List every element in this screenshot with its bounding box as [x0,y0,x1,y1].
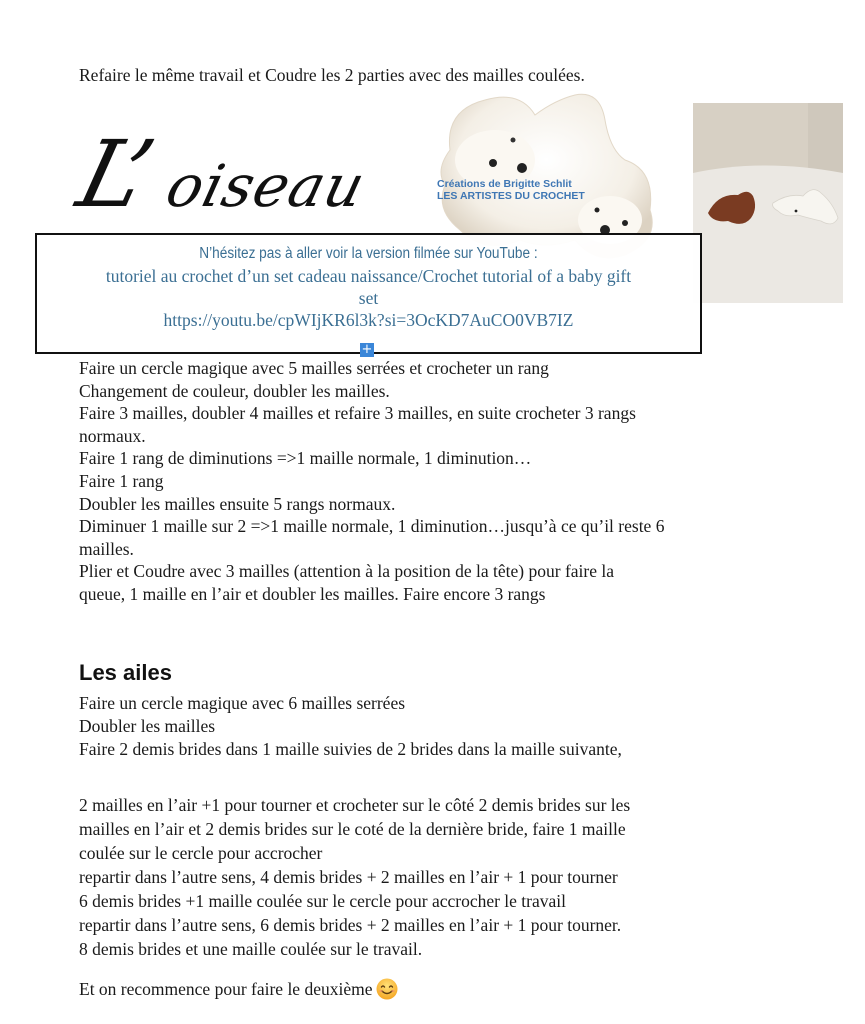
plus-icon[interactable]: + [361,342,373,357]
step: queue, 1 maille en l’air et doubler les mailles. Faire encore 3 rangs [79,583,546,604]
watermark-line2: LES ARTISTES DU CROCHET [437,190,585,202]
step: 8 demis brides et une maille coulée sur le travail. [79,939,423,959]
step: repartir dans l’autre sens, 4 demis brides + 2 mailles en l’air + 1 pour tourner [79,867,618,887]
step: Faire 2 demis brides dans 1 maille suivies de 2 brides dans la maille suivante, [79,739,622,759]
wings-steps-a [79,692,622,761]
page-title [65,120,380,241]
closing-text: Et on recommence pour faire le deuxième [79,979,373,999]
youtube-link[interactable]: https://youtu.be/cpWIjKR6l3k?si=3OcKD7AuCO0VB7IZ [163,310,574,330]
info-box-heading: N’hésitez pas à aller voir la version filmée sur YouTube : [199,245,538,262]
step: 6 demis brides +1 maille coulée sur le cercle pour accrocher le travail [79,891,567,911]
step: Plier et Coudre avec 3 mailles (attention à la position de la tête) pour faire la [79,561,615,582]
step: Faire 3 mailles, doubler 4 mailles et refaire 3 mailles, en suite crocheter 3 rangs [79,403,636,424]
step: Faire un cercle magique avec 6 mailles serrées [79,693,406,713]
info-box-tutorial-title: tutoriel au crochet d’un set cadeau naissance/Crochet tutorial of a baby gift [105,266,632,286]
step: repartir dans l’autre sens, 6 demis brides + 2 mailles en l’air + 1 pour tourner. [79,915,622,935]
youtube-info-box [35,233,702,354]
step: 2 mailles en l’air +1 pour tourner et crocheter sur le côté 2 demis brides sur les [79,795,631,815]
step: Doubler les mailles [79,716,216,736]
step: mailles. [79,538,134,559]
watermark [437,178,585,202]
smiling-face-icon [376,978,398,1000]
closing-line [79,978,398,1000]
step: Faire 1 rang [79,470,164,491]
wings-steps-b [79,793,630,961]
step: Doubler les mailles ensuite 5 rangs normaux. [79,493,396,514]
birds-photo [693,103,843,303]
title-initial: L’ [68,121,166,228]
step: coulée sur le cercle pour accrocher [79,843,323,863]
step: Diminuer 1 maille sur 2 =>1 maille normale, 1 diminution…jusqu’à ce qu’il reste 6 [79,516,665,537]
title-rest: oiseau [140,152,373,220]
step: Faire un cercle magique avec 5 mailles serrées et crocheter un rang [79,358,549,378]
info-box-tutorial-title-cont: set [358,288,379,308]
step: mailles en l’air et 2 demis brides sur le coté de la dernière bride, faire 1 maille [79,819,626,839]
section-heading-wings: Les ailes [79,660,172,685]
body-steps [79,357,664,606]
step: normaux. [79,425,146,446]
intro-text: Refaire le même travail et Coudre les 2 parties avec des mailles coulées. [79,65,585,85]
step: Faire 1 rang de diminutions =>1 maille normale, 1 diminution… [79,448,532,469]
step: Changement de couleur, doubler les mailles. [79,380,390,401]
watermark-line1: Créations de Brigitte Schlit [437,178,572,190]
